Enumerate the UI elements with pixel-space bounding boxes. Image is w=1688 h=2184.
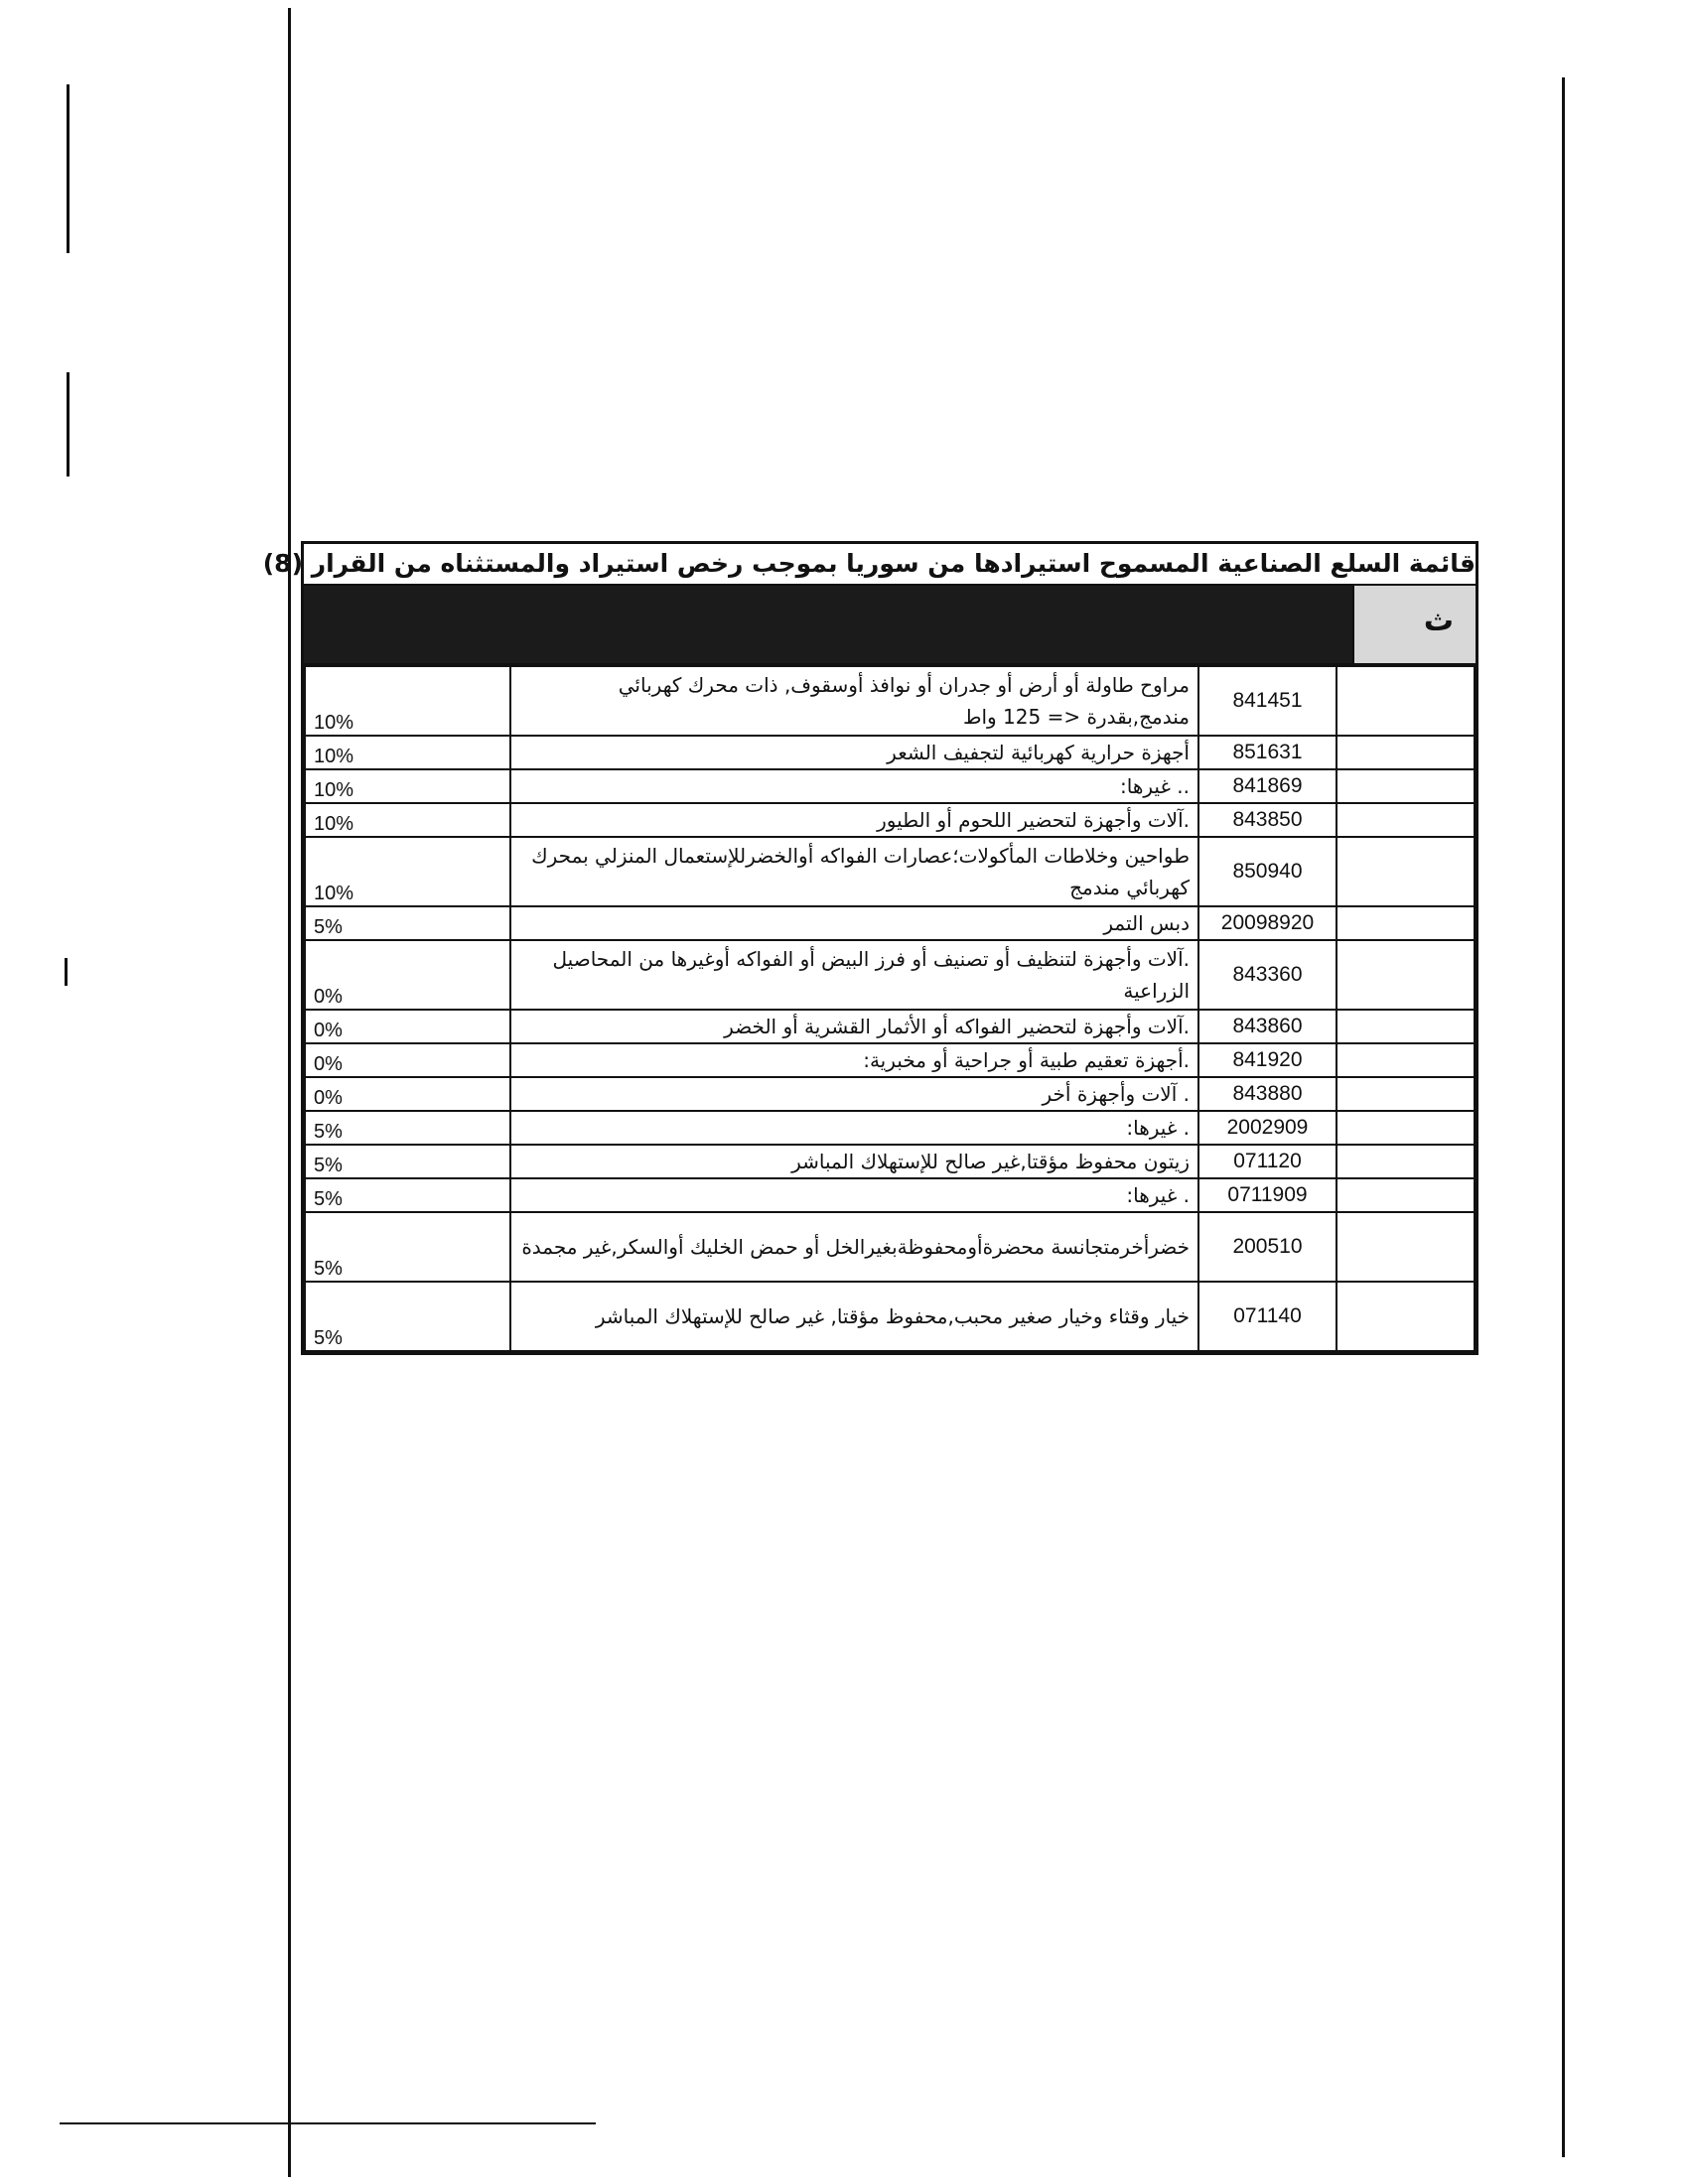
table-row: [305, 803, 1475, 837]
rate-cell: 10%: [305, 736, 510, 769]
header-dark-cell: [304, 586, 1352, 663]
description-cell: طواحين وخلاطات المأكولات؛عصارات الفواكه أوالخضرللإستعمال المنزلي بمحرك كهربائي مندمج: [510, 837, 1198, 906]
row-index-cell: [1336, 769, 1475, 803]
rate-cell: 0%: [305, 1043, 510, 1077]
row-index-cell: [1336, 837, 1475, 906]
table-row: [305, 906, 1475, 940]
row-index-cell: [1336, 1010, 1475, 1043]
row-index-cell: [1336, 940, 1475, 1010]
hs-code-cell: 841869: [1198, 769, 1336, 803]
table-row: [305, 1212, 1475, 1282]
rate-cell: 5%: [305, 1111, 510, 1145]
description-cell: مراوح طاولة أو أرض أو جدران أو نوافذ أوسقوف, ذات محرك كهربائي مندمج,بقدرة <= 125 واط: [510, 666, 1198, 736]
rate-cell: 10%: [305, 666, 510, 736]
rate-cell: 5%: [305, 1145, 510, 1178]
hs-code-cell: 843360: [1198, 940, 1336, 1010]
items-table-body: [305, 666, 1475, 1351]
table-row: [305, 837, 1475, 906]
hs-code-cell: 071140: [1198, 1282, 1336, 1351]
rate-cell: 5%: [305, 1212, 510, 1282]
scan-margin-mark-3: [65, 958, 68, 986]
row-index-cell: [1336, 803, 1475, 837]
row-index-cell: [1336, 666, 1475, 736]
header-mark: ث: [1423, 604, 1454, 638]
table-row: [305, 1145, 1475, 1178]
table-row: [305, 1282, 1475, 1351]
description-cell: . غيرها:: [510, 1111, 1198, 1145]
items-table: [304, 665, 1476, 1352]
rate-cell: 0%: [305, 1077, 510, 1111]
rate-cell: 10%: [305, 837, 510, 906]
table-row: [305, 1043, 1475, 1077]
table-row: [305, 1010, 1475, 1043]
description-cell: خضرأخرمتجانسة محضرةأومحفوظةبغيرالخل أو حمض الخليك أوالسكر,غير مجمدة: [510, 1212, 1198, 1282]
hs-code-cell: 0711909: [1198, 1178, 1336, 1212]
row-index-cell: [1336, 1043, 1475, 1077]
rate-cell: 10%: [305, 803, 510, 837]
table-row: [305, 1111, 1475, 1145]
table-row: [305, 769, 1475, 803]
rate-cell: 0%: [305, 1010, 510, 1043]
description-cell: دبس التمر: [510, 906, 1198, 940]
scan-bottom-rule: [60, 2122, 596, 2124]
description-cell: أجهزة حرارية كهربائية لتجفيف الشعر: [510, 736, 1198, 769]
hs-code-cell: 850940: [1198, 837, 1336, 906]
hs-code-cell: 843880: [1198, 1077, 1336, 1111]
rate-cell: 10%: [305, 769, 510, 803]
hs-code-cell: 071120: [1198, 1145, 1336, 1178]
row-index-cell: [1336, 1145, 1475, 1178]
scan-margin-mark-1: [67, 84, 70, 253]
rate-cell: 5%: [305, 1282, 510, 1351]
description-cell: .أجهزة تعقيم طبية أو جراحية أو مخبرية:: [510, 1043, 1198, 1077]
table-header-band: [304, 586, 1476, 665]
row-index-cell: [1336, 1178, 1475, 1212]
scan-margin-mark-2: [67, 372, 70, 477]
hs-code-cell: 841920: [1198, 1043, 1336, 1077]
hs-code-cell: 2002909: [1198, 1111, 1336, 1145]
row-index-cell: [1336, 906, 1475, 940]
hs-code-cell: 851631: [1198, 736, 1336, 769]
table-row: [305, 1178, 1475, 1212]
description-cell: . غيرها:: [510, 1178, 1198, 1212]
table-row: [305, 666, 1475, 736]
hs-code-cell: 843850: [1198, 803, 1336, 837]
description-cell: . آلات وأجهزة أخر: [510, 1077, 1198, 1111]
description-cell: خيار وقثاء وخيار صغير محبب,محفوظ مؤقتا, غير صالح للإستهلاك المباشر: [510, 1282, 1198, 1351]
row-index-cell: [1336, 1077, 1475, 1111]
row-index-cell: [1336, 1282, 1475, 1351]
rate-cell: 5%: [305, 1178, 510, 1212]
description-cell: زيتون محفوظ مؤقتا,غير صالح للإستهلاك المباشر: [510, 1145, 1198, 1178]
hs-code-cell: 843860: [1198, 1010, 1336, 1043]
header-index-cell: [1352, 586, 1476, 663]
description-cell: .آلات وأجهزة لتحضير الفواكه أو الأثمار القشرية أو الخضر: [510, 1010, 1198, 1043]
scan-right-edge-line: [1562, 77, 1565, 2157]
description-cell: .آلات وأجهزة لتنظيف أو تصنيف أو فرز البيض أو الفواكه أوغيرها من المحاصيل الزراعية: [510, 940, 1198, 1010]
rate-cell: 5%: [305, 906, 510, 940]
scan-left-edge-line: [288, 8, 291, 2177]
description-cell: .. غيرها:: [510, 769, 1198, 803]
hs-code-cell: 200510: [1198, 1212, 1336, 1282]
table-row: [305, 1077, 1475, 1111]
hs-code-cell: 20098920: [1198, 906, 1336, 940]
hs-code-cell: 841451: [1198, 666, 1336, 736]
commodity-table: [262, 541, 1478, 1355]
row-index-cell: [1336, 1111, 1475, 1145]
row-index-cell: [1336, 1212, 1475, 1282]
table-row: [305, 736, 1475, 769]
table-row: [305, 940, 1475, 1010]
row-index-cell: [1336, 736, 1475, 769]
description-cell: .آلات وأجهزة لتحضير اللحوم أو الطيور: [510, 803, 1198, 837]
document-title: قائمة السلع الصناعية المسموح استيرادها من سوريا بموجب رخص استيراد والمستثناه من القرار (8): [304, 544, 1476, 586]
rate-cell: 0%: [305, 940, 510, 1010]
